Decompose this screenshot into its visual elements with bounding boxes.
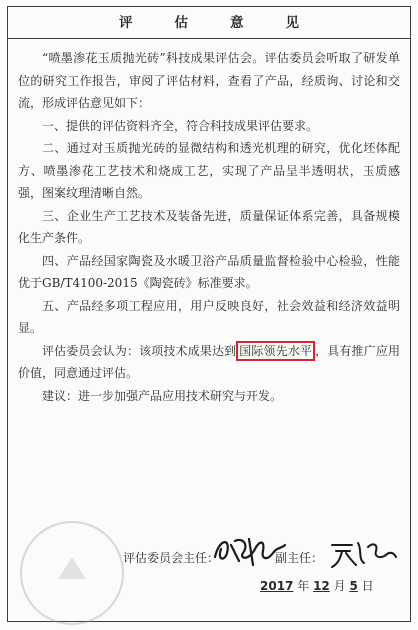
- item-5: 五、产品经多项工程应用，用户反映良好，社会效益和经济效益明显。: [18, 298, 400, 335]
- date-day: 5: [349, 579, 358, 593]
- conclusion-text-after: ，具有推广应用价值，同意通过评估。: [18, 343, 400, 380]
- date-year: 2017: [260, 579, 294, 593]
- vice-chair-label: 副主任：: [275, 551, 324, 565]
- suggestion-paragraph: 建议：进一步加强产品应用技术研究与开发。: [42, 388, 283, 403]
- item-1: 一、提供的评估资料齐全，符合科技成果评估要求。: [42, 118, 319, 133]
- item-4: 四、产品经国家陶瓷及水暖卫浴产品质量监督检验中心检验，性能优于GB/T4100-2015《陶瓷砖》标准要求。: [18, 253, 400, 290]
- official-seal: [20, 521, 124, 625]
- intro-paragraph: “喷墨渗花玉质抛光砖”科技成果评估会。评估委员会听取了研发单位的研究工作报告，审阅了评估材料，查看了产品，经质询、讨论和交流，形成评估意见如下：: [18, 51, 400, 110]
- date-month: 12: [313, 579, 330, 593]
- item-2: 二、通过对玉质抛光砖的显微结构和透光机理的研究，优化坯体配方、喷墨渗花工艺技术和烧成工艺，实现了产品呈半透明状，玉质感强，图案纹理清晰自然。: [18, 141, 400, 200]
- chair-label: 评估委员会主任：: [123, 551, 220, 565]
- date-day-unit: 日: [361, 579, 374, 593]
- date-year-unit: 年: [297, 579, 310, 593]
- document-frame: [7, 6, 411, 622]
- document-title: 评估意见: [8, 7, 410, 39]
- vice-chair-signature: [328, 535, 398, 571]
- signature-date: [260, 577, 374, 594]
- date-month-unit: 月: [333, 579, 346, 593]
- signature-area: [8, 521, 410, 621]
- highlighted-phrase: 国际领先水平: [236, 341, 315, 361]
- conclusion-text-before: 评估委员会认为：该项技术成果达到: [42, 343, 237, 358]
- conclusion-paragraph: [18, 340, 400, 385]
- document-body: [8, 39, 410, 407]
- item-3: 三、企业生产工艺技术及装备先进，质量保证体系完善，具备规模化生产条件。: [18, 208, 400, 245]
